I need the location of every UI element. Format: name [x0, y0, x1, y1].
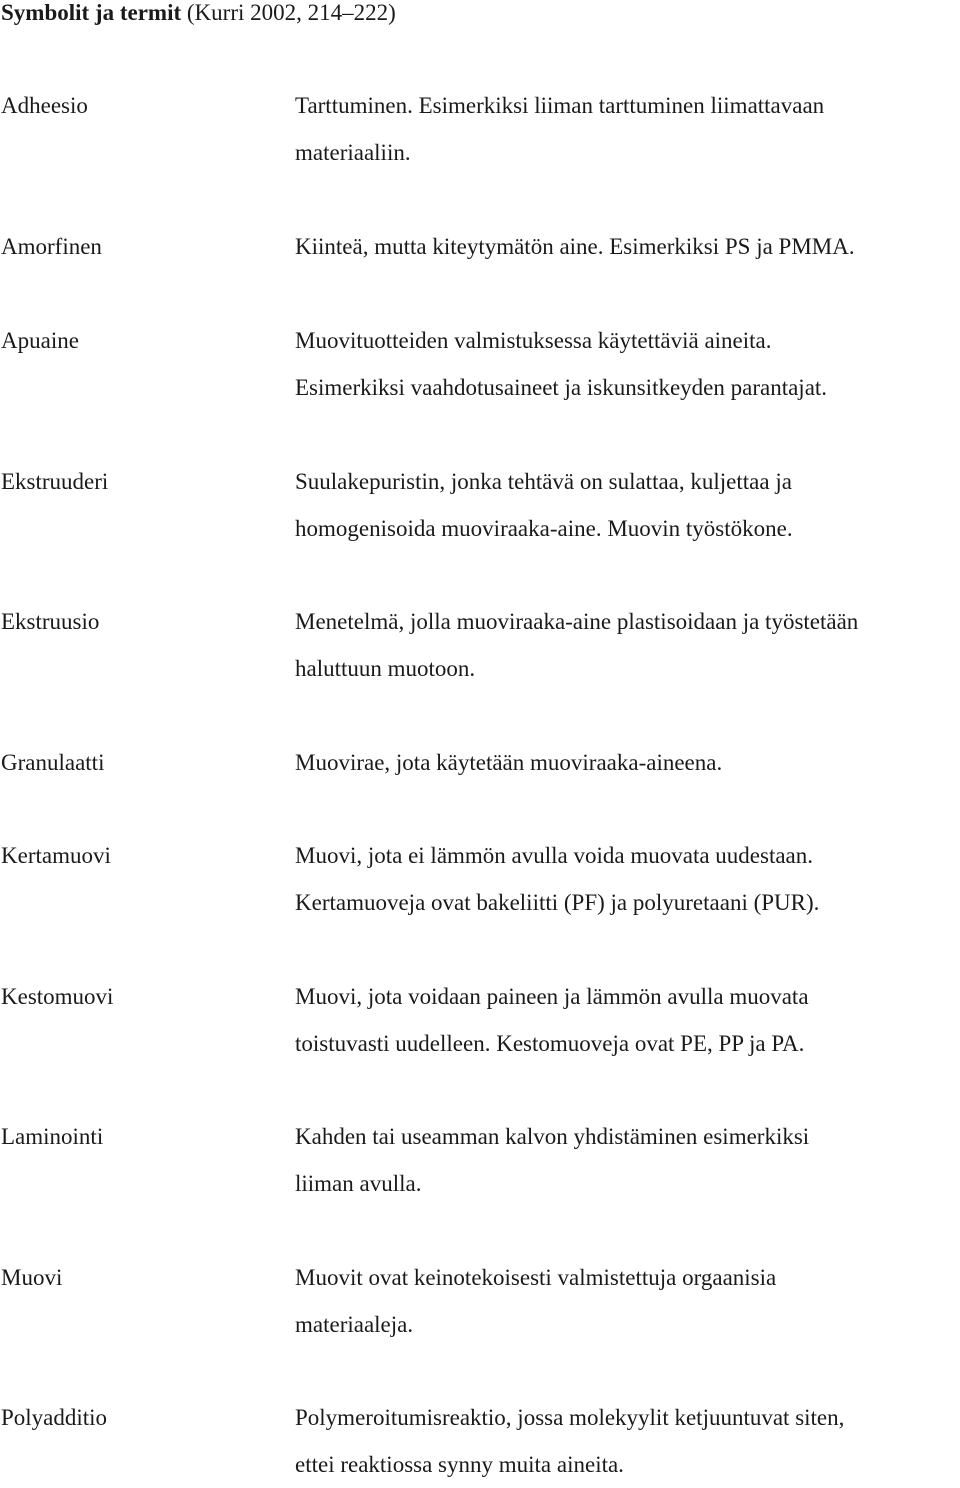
- glossary-definition: [295, 1113, 960, 1207]
- definition-line: materiaaliin.: [295, 140, 411, 165]
- glossary-term: Granulaatti: [1, 750, 105, 775]
- definition-line: Kertamuoveja ovat bakeliitti (PF) ja polyuretaani (PUR).: [295, 890, 820, 915]
- page-title-main: Symbolit ja termit: [1, 0, 182, 25]
- glossary-definition: [295, 1394, 960, 1488]
- glossary-definition: [295, 223, 960, 270]
- page-title-source: (Kurri 2002, 214–222): [186, 0, 396, 25]
- definition-line: homogenisoida muoviraaka-aine. Muovin työstökone.: [295, 516, 793, 541]
- glossary-term: Ekstruuderi: [1, 469, 109, 494]
- glossary-definition: [295, 458, 960, 552]
- glossary-definition: [295, 317, 960, 411]
- glossary-term: Apuaine: [1, 328, 79, 353]
- glossary-term: Ekstruusio: [1, 609, 100, 634]
- glossary-term: Polyadditio: [1, 1405, 108, 1430]
- definition-line: liiman avulla.: [295, 1171, 422, 1196]
- glossary-definition: [295, 832, 960, 926]
- definition-line: ettei reaktiossa synny muita aineita.: [295, 1452, 624, 1477]
- definition-line: haluttuun muotoon.: [295, 656, 476, 681]
- definition-line: Muovirae, jota käytetään muoviraaka-aineena.: [295, 750, 723, 775]
- glossary-term: Laminointi: [1, 1124, 104, 1149]
- definition-line: Muovi, jota ei lämmön avulla voida muovata uudestaan.: [295, 843, 814, 868]
- definition-line: Polymeroitumisreaktio, jossa molekyylit ketjuuntuvat siten,: [295, 1405, 845, 1430]
- glossary-definition: [295, 973, 960, 1067]
- definition-line: Muovi, jota voidaan paineen ja lämmön avulla muovata: [295, 984, 809, 1009]
- glossary-term: Adheesio: [1, 93, 88, 118]
- definition-line: Esimerkiksi vaahdotusaineet ja iskunsitkeyden parantajat.: [295, 375, 828, 400]
- definition-line: Kahden tai useamman kalvon yhdistäminen esimerkiksi: [295, 1124, 810, 1149]
- glossary-term: Kertamuovi: [1, 843, 111, 868]
- definition-line: toistuvasti uudelleen. Kestomuoveja ovat PE, PP ja PA.: [295, 1031, 805, 1056]
- glossary-definition: [295, 1254, 960, 1348]
- glossary-definition: [295, 82, 960, 176]
- glossary-definition: [295, 598, 960, 692]
- glossary-term: Kestomuovi: [1, 984, 114, 1009]
- page-title: [1, 0, 396, 28]
- definition-line: Tarttuminen. Esimerkiksi liiman tarttuminen liimattavaan: [295, 93, 825, 118]
- glossary-term: Muovi: [1, 1265, 63, 1290]
- definition-line: materiaaleja.: [295, 1312, 414, 1337]
- glossary-definition: [295, 739, 960, 786]
- definition-line: Menetelmä, jolla muoviraaka-aine plastisoidaan ja työstetään: [295, 609, 859, 634]
- glossary-term: Amorfinen: [1, 234, 102, 259]
- definition-line: Muovituotteiden valmistuksessa käytettäviä aineita.: [295, 328, 772, 353]
- definition-line: Suulakepuristin, jonka tehtävä on sulattaa, kuljettaa ja: [295, 469, 792, 494]
- definition-line: Muovit ovat keinotekoisesti valmistettuja orgaanisia: [295, 1265, 777, 1290]
- definition-line: Kiinteä, mutta kiteytymätön aine. Esimerkiksi PS ja PMMA.: [295, 234, 855, 259]
